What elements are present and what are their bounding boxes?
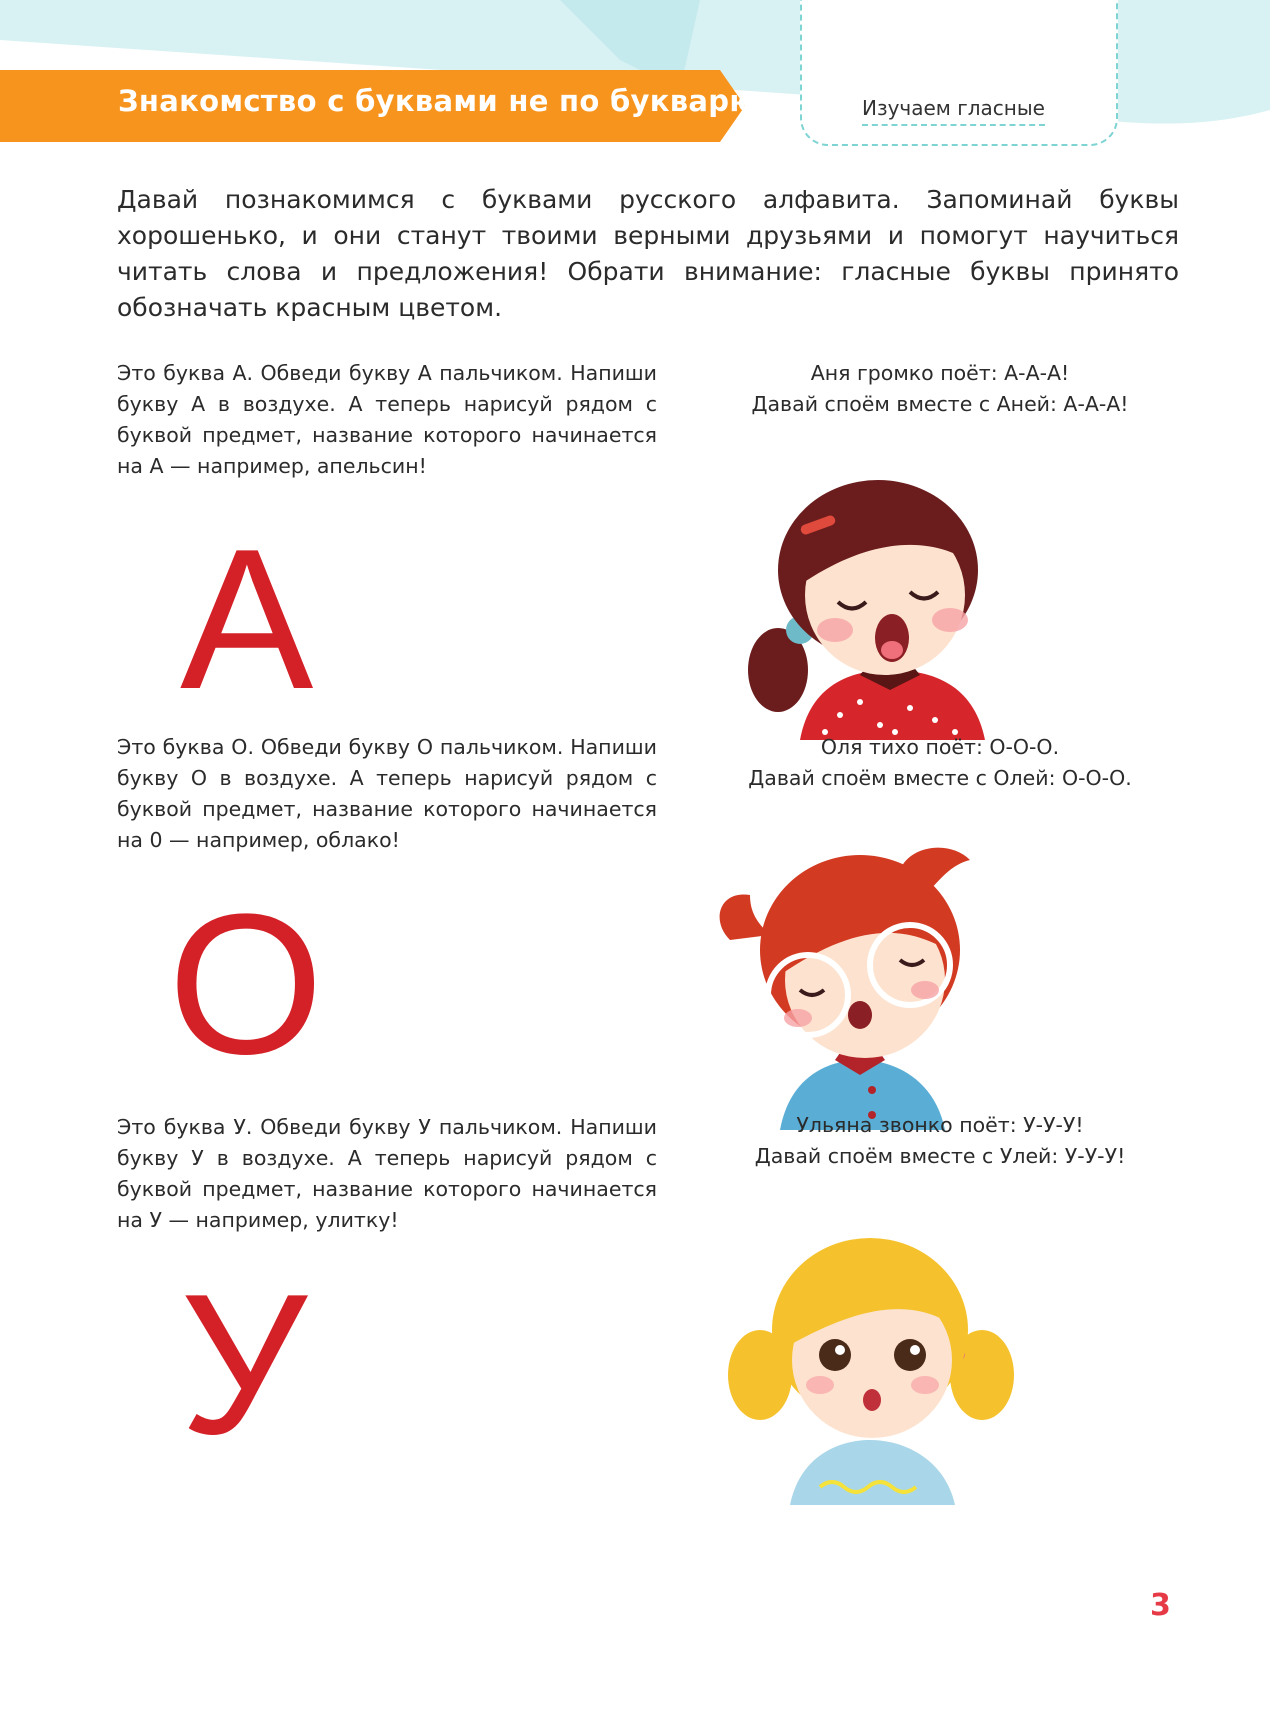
letter-u-instructions: Это буква У. Обведи букву У пальчиком. Напиши букву У в воздухе. А теперь нарисуй рядом с буквой предмет, название которого начинается на У — например, улитку!: [117, 1115, 657, 1232]
page-number: 3: [1150, 1588, 1171, 1623]
girl-ulyana-illustration: [720, 1225, 1020, 1505]
letter-a-instructions: Это буква А. Обведи букву А пальчиком. Напиши букву А в воздухе. А теперь нарисуй рядом с буквой предмет, название которого начинается на А — например, апельсин!: [117, 361, 657, 478]
letter-o: О: [168, 873, 324, 1096]
letter-o-caption-1: Оля тихо поёт: О-О-О.: [820, 735, 1060, 759]
letter-o-caption-2: Давай споём вместе с Олей: О-О-О.: [748, 766, 1132, 790]
page-title: Знакомство с буквами не по букварю: [118, 84, 758, 118]
intro-paragraph: Давай познакомимся с буквами русского алфавита. Запоминай буквы хорошенько, и они станут твоими верными друзьями и помогут научиться читать слова и предложения! Обрати внимание: гласные буквы принято обозначать красным цветом.: [117, 185, 1179, 322]
girl-olya-illustration: [710, 840, 1010, 1130]
letter-u-caption-1: Ульяна звонко поёт: У-У-У!: [796, 1113, 1084, 1137]
letter-a-caption-1: Аня громко поёт: А-А-А!: [810, 361, 1070, 385]
girl-anya-illustration: [740, 470, 1000, 740]
letter-a-caption-2: Давай споём вместе с Аней: А-А-А!: [751, 392, 1129, 416]
letter-o-instructions: Это буква О. Обведи букву О пальчиком. Напиши букву О в воздухе. А теперь нарисуй рядом с буквой предмет, название которого начинается на 0 — например, облако!: [117, 735, 657, 852]
letter-a: А: [180, 508, 314, 731]
section-tab-label: Изучаем гласные: [862, 96, 1045, 126]
letter-u: У: [180, 1253, 308, 1476]
letter-u-caption-2: Давай споём вместе с Улей: У-У-У!: [754, 1144, 1126, 1168]
